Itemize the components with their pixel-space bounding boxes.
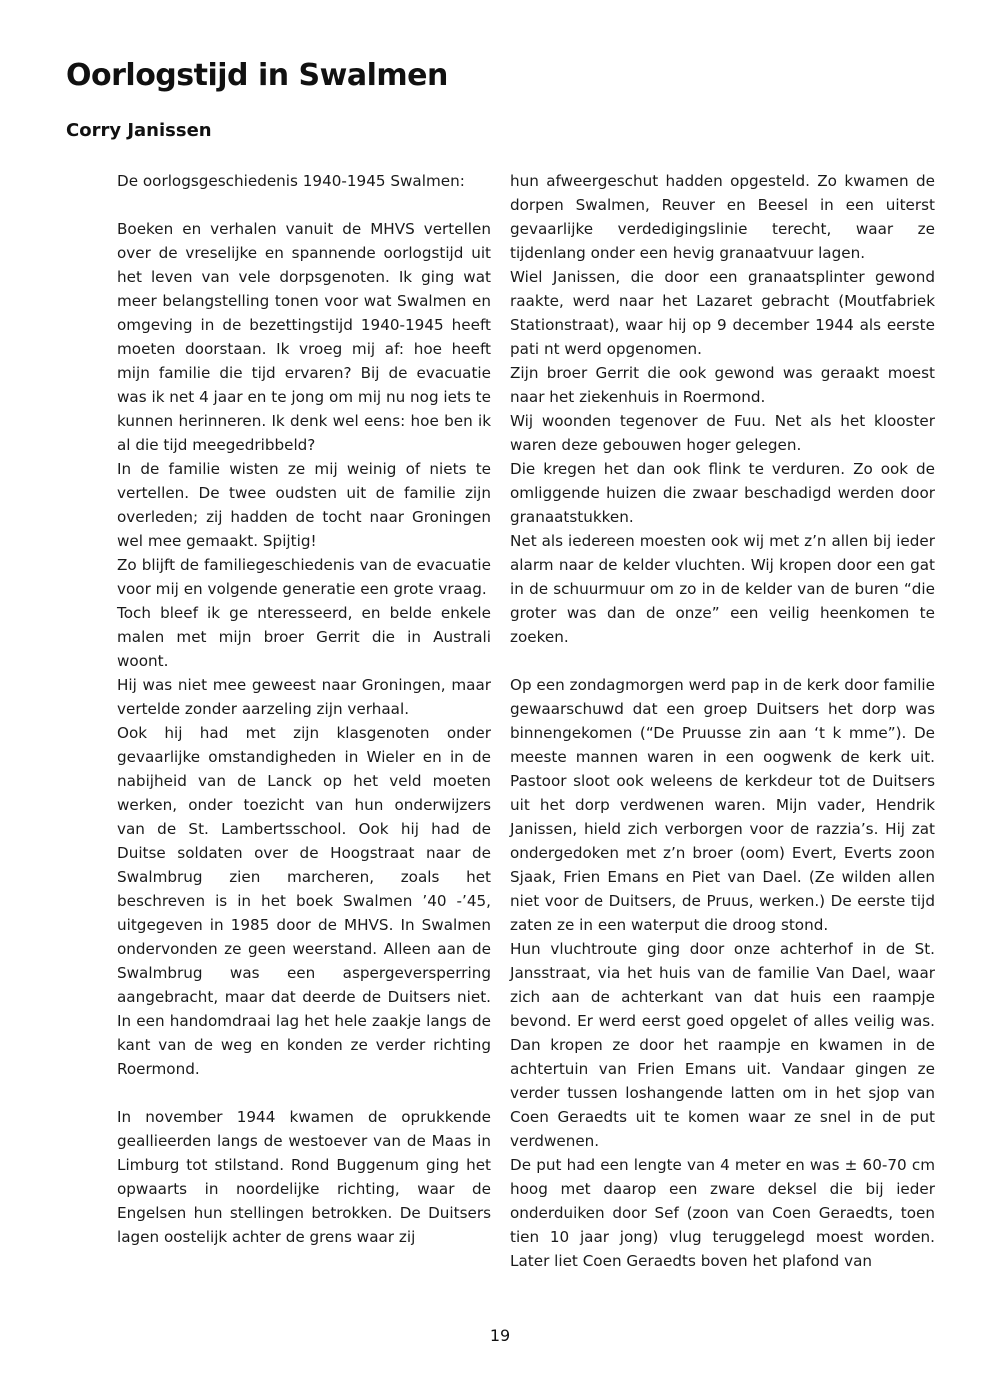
article-author: Corry Janissen (66, 120, 212, 141)
paragraph: Boeken en verhalen vanuit de MHVS vertellen over de vreselijke en spannende oorlogstijd uit het leven van vele dorpsgenoten. Ik ging wat meer belangstelling tonen voor wat Swalmen en omgeving in de bezettingstijd 1940-1945 heeft moeten doorstaan. Ik vroeg mij af: hoe heeft mijn familie die tijd ervaren? Bij de evacuatie was ik net 4 jaar en te jong om mij nu nog iets te kunnen herinneren. Ik denk wel eens: hoe ben ik al die tijd meegedribbeld? (117, 220, 491, 454)
paragraph: Wiel Janissen, die door een granaatsplinter gewond raakte, werd naar het Lazaret gebracht (Moutfabriek Stationstraat), waar hij op 9 december 1944 als eerste pati nt werd opgenomen. (510, 268, 935, 358)
paragraph: Die kregen het dan ook flink te verduren. Zo ook de omliggende huizen die zwaar beschadigd werden door granaatstukken. (510, 460, 935, 526)
article-title: Oorlogstijd in Swalmen (66, 58, 448, 93)
page-number: 19 (489, 1326, 511, 1345)
paragraph: De put had een lengte van 4 meter en was ± 60-70 cm hoog met daarop een zware deksel die bij ieder onderduiken door Sef (zoon van Coen Geraedts, toen tien 10 jaar jong) vlug teruggelegd moest worden. Later liet Coen Geraedts boven het plafond van (510, 1156, 935, 1270)
paragraph: In november 1944 kwamen de oprukkende geallieerden langs de westoever van de Maas in Limburg tot stilstand. Rond Buggenum ging het opwaarts in noordelijke richting, waar de Engelsen hun stellingen betrokken. De Duitsers lagen oostelijk achter de grens waar zij (117, 1108, 491, 1246)
left-column (117, 169, 491, 1249)
paragraph: hun afweergeschut hadden opgesteld. Zo kwamen de dorpen Swalmen, Reuver en Beesel in een uiterst gevaarlijke verdedigingslinie terecht, waar ze tijdenlang onder een hevig granaatvuur lagen. (510, 172, 935, 262)
paragraph: Wij woonden tegenover de Fuu. Net als het klooster waren deze gebouwen hoger gelegen. (510, 412, 935, 454)
paragraph: Toch bleef ik ge nteresseerd, en belde enkele malen met mijn broer Gerrit die in Australi woont. (117, 604, 491, 670)
paragraph: De oorlogsgeschiedenis 1940-1945 Swalmen: (117, 172, 465, 190)
paragraph: In de familie wisten ze mij weinig of niets te vertellen. De twee oudsten uit de familie zijn overleden; zij hadden de tocht naar Groningen wel mee gemaakt. Spijtig! (117, 460, 491, 550)
paragraph: Net als iedereen moesten ook wij met z’n allen bij ieder alarm naar de kelder vluchten. Wij kropen door een gat in de schuurmuur om zo in de kelder van de buren “die groter was dan de onze” een veilig heenkomen te zoeken. (510, 532, 935, 646)
paragraph: Hun vluchtroute ging door onze achterhof in de St. Jansstraat, via het huis van de familie Van Dael, waar zich aan de achterkant van dat huis een raampje bevond. Er werd eerst goed opgelet of alles veilig was. Dan kropen ze door het raampje en kwamen in de achtertuin van Frien Emans uit. Vandaar gingen ze verder tussen loshangende latten om in het sjop van Coen Geraedts uit te komen waar ze snel in de put verdwenen. (510, 940, 935, 1150)
paragraph: Zijn broer Gerrit die ook gewond was geraakt moest naar het ziekenhuis in Roermond. (510, 364, 935, 406)
paragraph: Ook hij had met zijn klasgenoten onder gevaarlijke omstandigheden in Wieler en in de nabijheid van de Lanck op het veld moeten werken, onder toezicht van hun onderwijzers van de St. Lambertsschool. Ook hij had de Duitse soldaten over de Hoogstraat naar de Swalmbrug zien marcheren, zoals het beschreven is in het boek Swalmen ’40 -’45, uitgegeven in 1985 door de MHVS. In Swalmen ondervonden ze geen weerstand. Alleen aan de Swalmbrug was een aspergeversperring aangebracht, maar dat deerde de Duitsers niet. In een handomdraai lag het hele zaakje langs de kant van de weg en konden ze verder richting Roermond. (117, 724, 491, 1078)
right-column (510, 169, 935, 1273)
paragraph: Op een zondagmorgen werd pap in de kerk door familie gewaarschuwd dat een groep Duitsers het dorp was binnengekomen (“De Pruusse zin aan ‘t k mme”). De meeste mannen waren in een oogwenk de kerk uit. Pastoor sloot ook weleens de kerkdeur tot de Duitsers uit het dorp verdwenen waren. Mijn vader, Hendrik Janissen, hield zich verborgen voor de razzia’s. Hij zat ondergedoken met z’n broer (oom) Evert, Everts zoon Sjaak, Frien Emans en Piet van Dael. (Ze wilden allen niet voor de Duitsers, de Pruus, werken.) De eerste tijd zaten ze in een waterput die droog stond. (510, 676, 935, 934)
paragraph: Zo blijft de familiegeschiedenis van de evacuatie voor mij en volgende generatie een grote vraag. (117, 556, 491, 598)
paragraph: Hij was niet mee geweest naar Groningen, maar vertelde zonder aarzeling zijn verhaal. (117, 676, 491, 718)
